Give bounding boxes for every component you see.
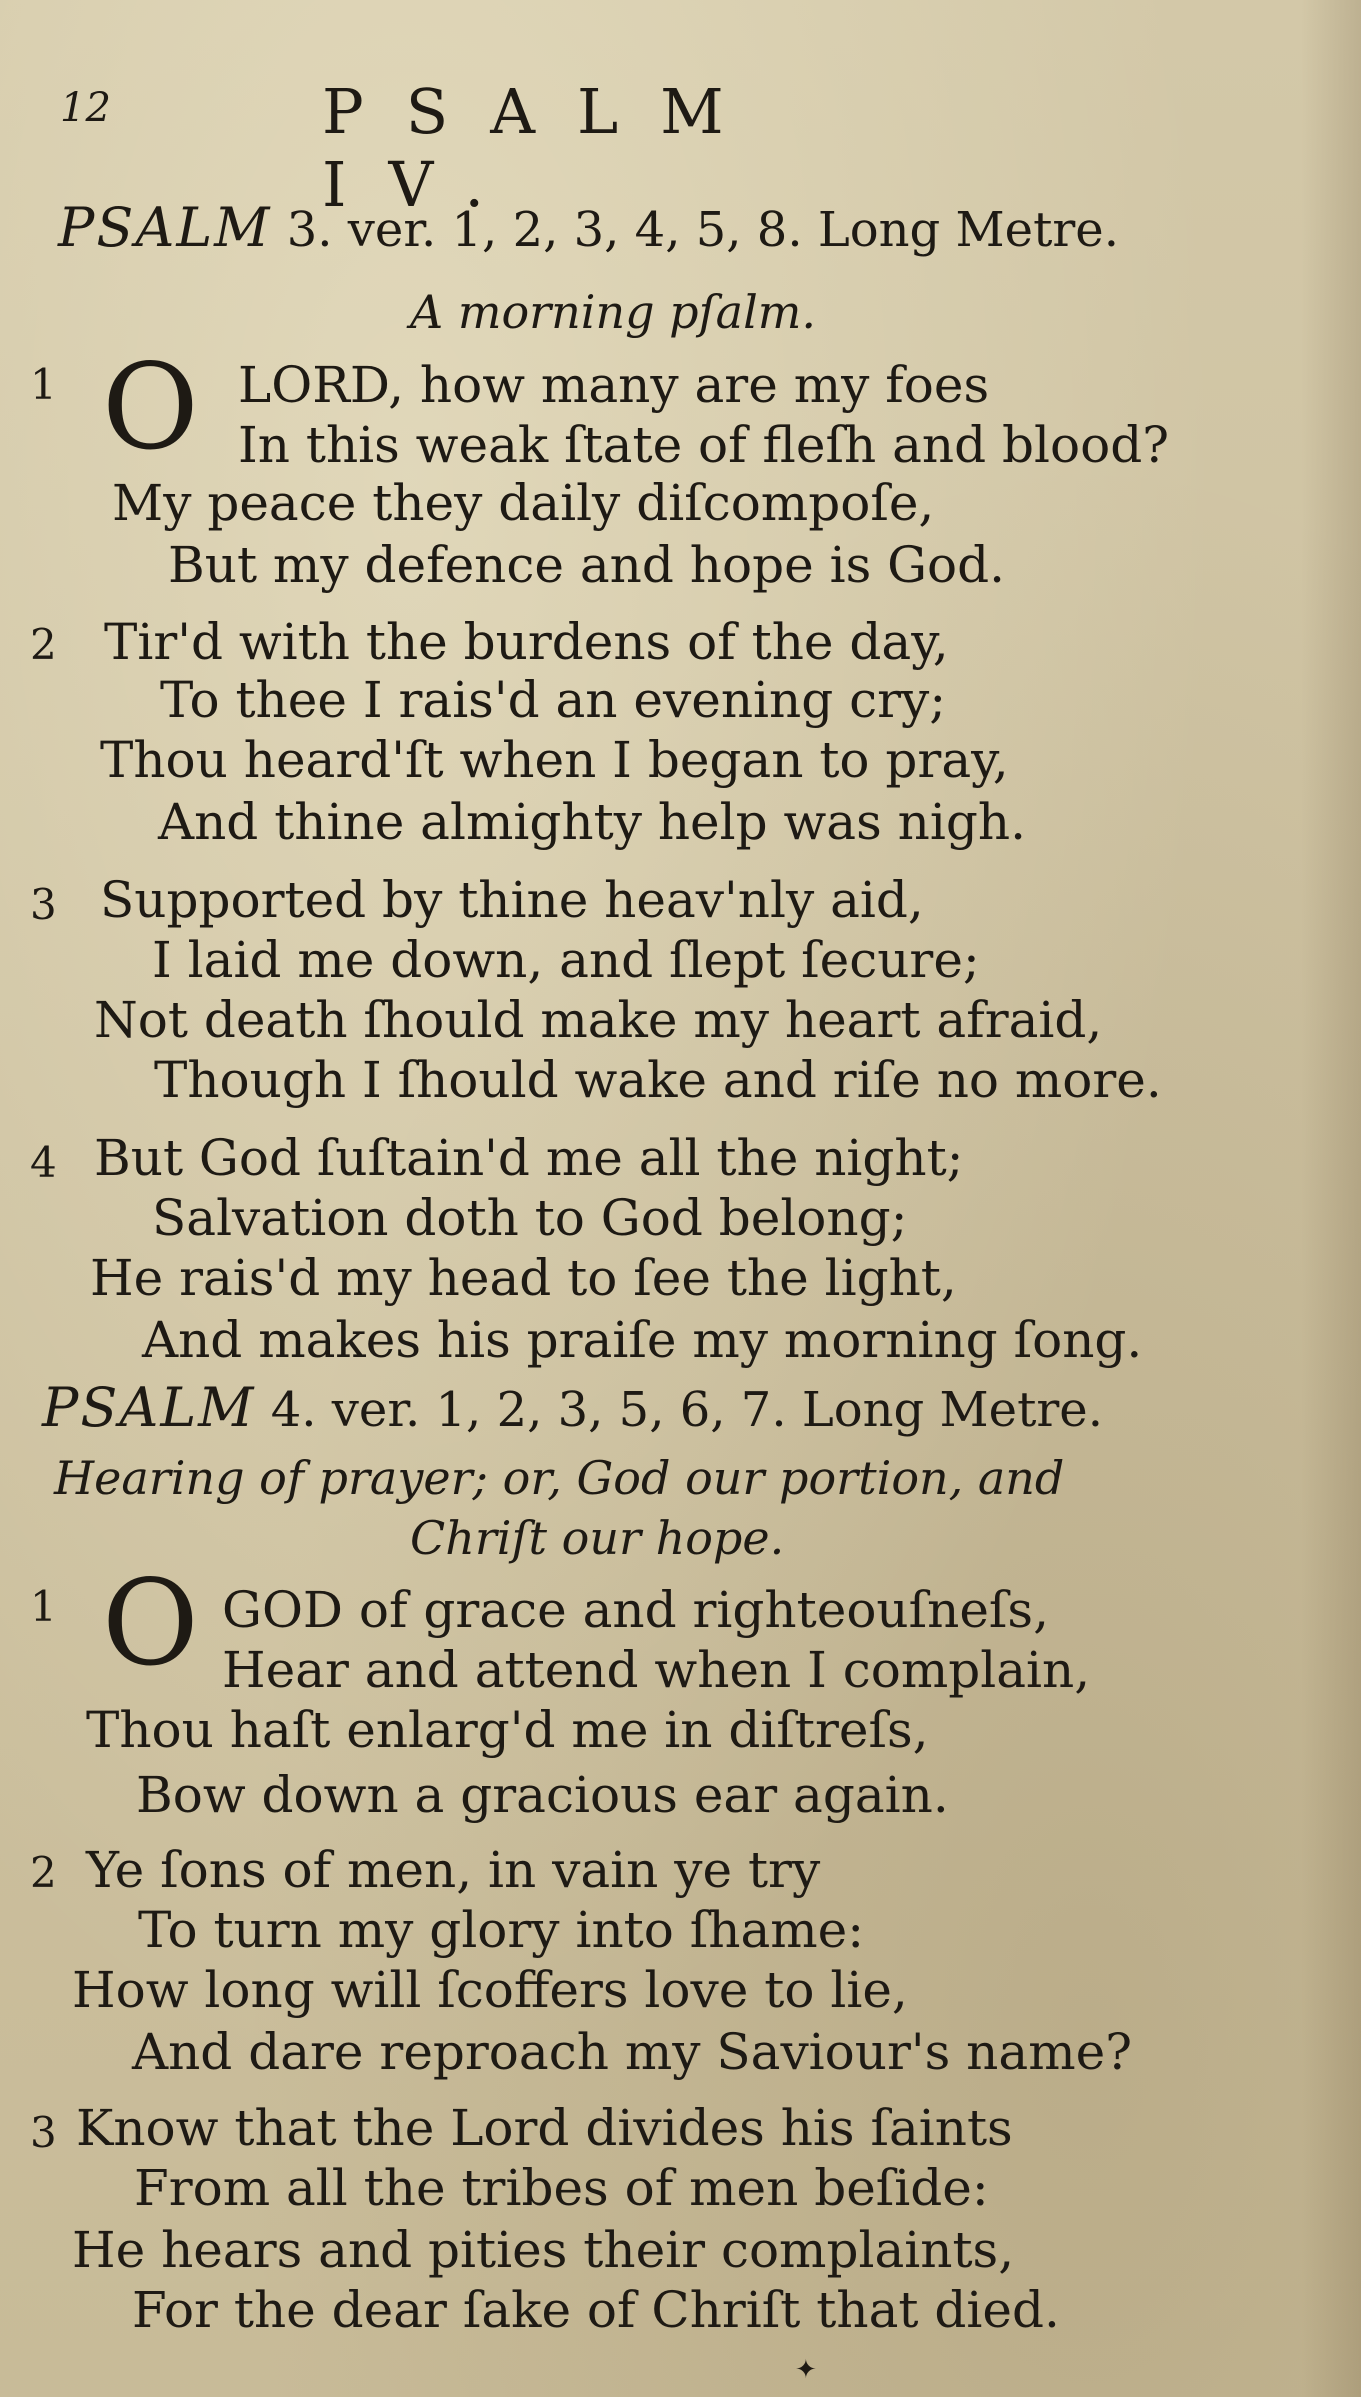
verse-line: But my defence and hope is God. <box>168 536 1006 594</box>
stanza-number: 3 <box>30 880 57 929</box>
verse-line: Not death ſhould make my heart afraid, <box>94 991 1103 1049</box>
stanza-number: 1 <box>30 1582 57 1631</box>
verse-line: My peace they daily diſcompoſe, <box>112 474 935 532</box>
verse-line: He hears and pities their complaints, <box>72 2221 1015 2279</box>
verse-line: To thee I rais'd an evening cry; <box>160 671 947 729</box>
verse-line: Thou heard'ſt when I began to pray, <box>100 731 1009 789</box>
verse-line: Bow down a gracious ear again. <box>136 1766 949 1824</box>
verse-line: From all the tribes of men beſide: <box>134 2159 989 2217</box>
psalm3-subtitle: A morning pſalm. <box>410 285 817 339</box>
stanza-number: 1 <box>30 360 57 409</box>
verse-line: To turn my glory into ſhame: <box>138 1901 865 1959</box>
verse-line: But God ſuſtain'd me all the night; <box>94 1129 964 1187</box>
drop-cap: O <box>102 1554 199 1692</box>
psalm4-subtitle: Hearing of prayer; or, God our portion, and <box>54 1451 1065 1505</box>
verse-line: He rais'd my head to ſee the light, <box>90 1249 957 1307</box>
psalm3-heading <box>58 198 1361 260</box>
verse-line: Supported by thine heav'nly aid, <box>100 871 924 929</box>
verse-line: Know that the Lord divides his ſaints <box>76 2099 1013 2157</box>
psalm4-heading-label: PSALM <box>42 1376 256 1439</box>
stanza-number: 2 <box>30 620 57 669</box>
verse-line: Tir'd with the burdens of the day, <box>104 613 949 671</box>
verse-line: And makes his praiſe my morning ſong. <box>142 1311 1143 1369</box>
running-head <box>60 75 960 221</box>
verse-line: Ye ſons of men, in vain ye try <box>86 1841 821 1899</box>
verse-line: And dare reproach my Saviour's name? <box>132 2023 1132 2081</box>
psalm4-subtitle-continued: Chriſt our hope. <box>410 1511 785 1565</box>
verse-line: Hear and attend when I complain, <box>222 1641 1091 1699</box>
stanza-number: 3 <box>30 2108 57 2157</box>
verse-line: Salvation doth to God belong; <box>152 1189 908 1247</box>
verse-line: For the dear ſake of Chriſt that died. <box>132 2281 1060 2339</box>
verse-line: How long will ſcoffers love to lie, <box>72 1961 908 2019</box>
psalm3-heading-details: 3. ver. 1, 2, 3, 4, 5, 8. Long Metre. <box>286 202 1119 258</box>
verse-line: LORD, how many are my foes <box>238 356 990 414</box>
page-title: PSALM IV. <box>322 75 766 221</box>
psalm4-heading-details: 4. ver. 1, 2, 3, 5, 6, 7. Long Metre. <box>270 1382 1103 1438</box>
ornament-mark: ✦ <box>795 2355 817 2385</box>
stanza-number: 2 <box>30 1848 57 1897</box>
verse-line: In this weak ſtate of fleſh and blood? <box>238 416 1170 474</box>
verse-line: GOD of grace and righteouſneſs, <box>222 1581 1049 1639</box>
verse-line: And thine almighty help was nigh. <box>158 793 1026 851</box>
verse-line: I laid me down, and ſlept ſecure; <box>152 931 980 989</box>
psalm3-heading-label: PSALM <box>58 196 272 259</box>
page-number: 12 <box>60 85 111 131</box>
verse-line: Though I ſhould wake and riſe no more. <box>154 1051 1162 1109</box>
psalm4-heading <box>42 1378 1361 1440</box>
stanza-number: 4 <box>30 1138 57 1187</box>
drop-cap: O <box>102 338 199 476</box>
verse-line: Thou haſt enlarg'd me in diſtreſs, <box>86 1701 929 1759</box>
